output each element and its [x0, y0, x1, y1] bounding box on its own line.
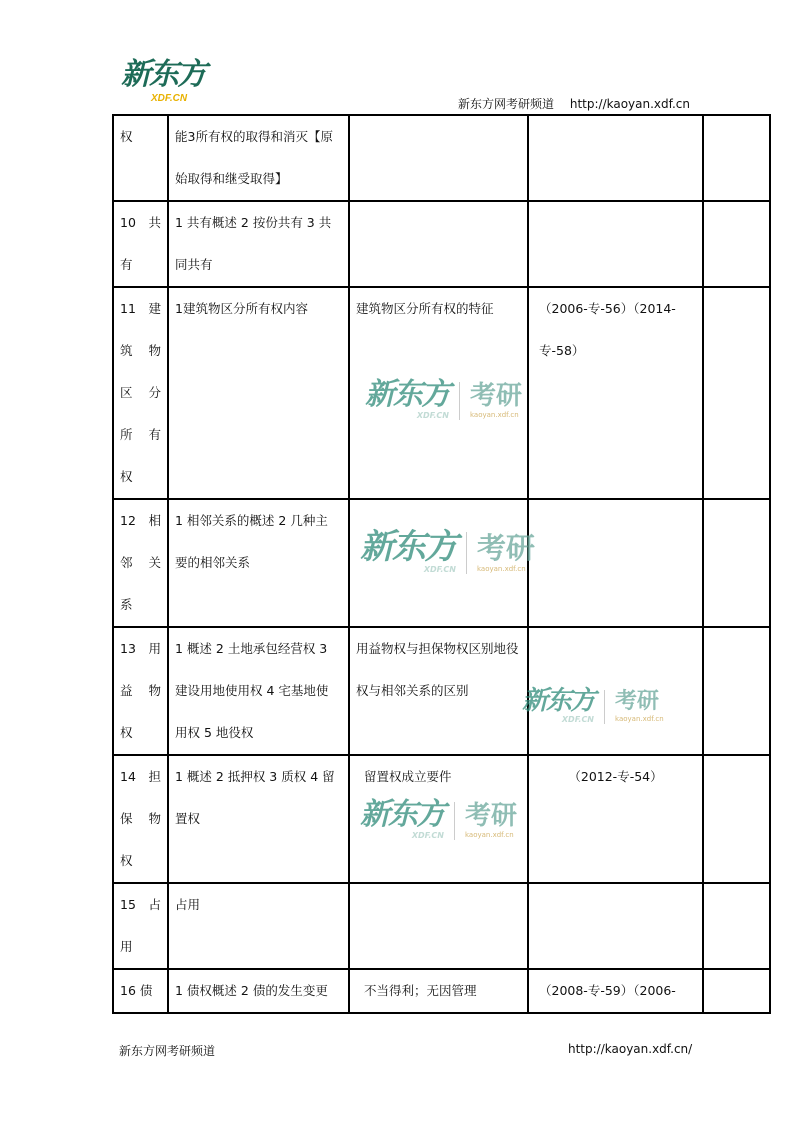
- topic-cell: [113, 499, 168, 627]
- exam-cell: [528, 499, 703, 627]
- content-cell: [168, 115, 349, 201]
- watermark-url: kaoyan.xdf.cn: [470, 411, 519, 419]
- exam-cell: （2008-专-59）（2006-: [528, 969, 703, 1013]
- header-site: 新东方网考研频道: [458, 97, 555, 111]
- watermark-kaoyan: 考研: [477, 531, 536, 565]
- topic-cell: [113, 969, 168, 1013]
- watermark-url: kaoyan.xdf.cn: [465, 831, 514, 839]
- table-row: [113, 287, 770, 499]
- content-cell: [168, 287, 349, 499]
- content-line: 用权 5 地役权: [175, 725, 254, 740]
- exam-cell: [528, 883, 703, 969]
- content-line: 1 相邻关系的概述 2 几种主: [175, 513, 328, 528]
- table-row: [113, 969, 770, 1013]
- topic-cell: [113, 201, 168, 287]
- watermark-cn: 新东方: [360, 797, 444, 832]
- footer-site: 新东方网考研频道: [119, 1044, 216, 1058]
- key-point-cell: 用益物权与担保物权区别地役权与相邻关系的区别: [349, 627, 528, 755]
- content-cell: [168, 969, 349, 1013]
- topic-line: 12 相: [120, 513, 161, 528]
- table-row: [113, 201, 770, 287]
- content-line: 1 共有概述 2 按份共有 3 共: [175, 215, 332, 230]
- topic-cell: [113, 627, 168, 755]
- logo-en: XDF.CN: [151, 93, 188, 104]
- topic-line: 权: [120, 853, 133, 868]
- content-line: 置权: [175, 811, 201, 826]
- table-row: [113, 627, 770, 755]
- table-row: [113, 499, 770, 627]
- exam-cell: （2006-专-56）（2014-专-58）: [528, 287, 703, 499]
- content-cell: [168, 201, 349, 287]
- topic-cell: [113, 115, 168, 201]
- page-header: [458, 97, 702, 111]
- topic-cell: [113, 287, 168, 499]
- key-point-cell: 不当得利；无因管理: [349, 969, 528, 1013]
- topic-line: 权: [120, 469, 133, 484]
- extra-cell: [703, 755, 770, 883]
- topic-line: 所 有: [120, 427, 161, 442]
- topic-line: 11 建: [120, 301, 161, 316]
- extra-cell: [703, 499, 770, 627]
- watermark-cn: 新东方: [360, 527, 456, 567]
- extra-cell: [703, 201, 770, 287]
- topic-line: 保 物: [120, 811, 161, 826]
- content-cell: [168, 499, 349, 627]
- content-line: 要的相邻关系: [175, 555, 251, 570]
- content-cell: [168, 883, 349, 969]
- topic-line: 邻 关: [120, 555, 161, 570]
- watermark-en: XDF.CN: [561, 715, 595, 724]
- topic-line: 13 用: [120, 641, 161, 656]
- topic-line: 14 担: [120, 769, 161, 784]
- key-point-cell: 建筑物区分所有权的特征: [349, 287, 528, 499]
- topic-line: 15 占: [120, 897, 161, 912]
- topic-line: 益 物: [120, 683, 161, 698]
- topic-line: 系: [120, 597, 133, 612]
- topic-line: 筑 物: [120, 343, 161, 358]
- header-url[interactable]: http://kaoyan.xdf.cn: [569, 97, 691, 111]
- extra-cell: [703, 287, 770, 499]
- content-line: 始取得和继受取得】: [175, 171, 288, 186]
- topic-line: 10 共: [120, 215, 161, 230]
- watermark-cn: 新东方: [522, 686, 595, 716]
- topic-line: 用: [120, 939, 133, 954]
- content-line: 能3所有权的取得和消灭【原: [175, 129, 333, 144]
- syllabus-table: [112, 114, 771, 1014]
- footer-url[interactable]: http://kaoyan.xdf.cn/: [568, 1042, 693, 1056]
- table-row: [113, 755, 770, 883]
- topic-cell: [113, 755, 168, 883]
- watermark-en: XDF.CN: [416, 411, 449, 420]
- table-row: [113, 115, 770, 201]
- exam-cell: [528, 201, 703, 287]
- watermark-en: XDF.CN: [423, 565, 456, 574]
- topic-line: 有: [120, 257, 133, 272]
- content-line: 1 债权概述 2 债的发生变更: [175, 983, 328, 998]
- content-line: 占用: [175, 897, 201, 912]
- topic-cell: [113, 883, 168, 969]
- exam-cell: [528, 627, 703, 755]
- table-row: [113, 883, 770, 969]
- xdf-logo: [121, 57, 221, 110]
- exam-cell: （2012-专-54）: [528, 755, 703, 883]
- exam-cell: [528, 115, 703, 201]
- topic-line: 权: [120, 129, 133, 144]
- key-point-cell: [349, 115, 528, 201]
- extra-cell: [703, 627, 770, 755]
- topic-line: 16 债: [120, 983, 153, 998]
- watermark-cn: 新东方: [365, 377, 449, 412]
- watermark-en: XDF.CN: [411, 831, 444, 840]
- topic-line: 权: [120, 725, 133, 740]
- key-point-cell: [349, 201, 528, 287]
- content-line: 建设用地使用权 4 宅基地使: [175, 683, 329, 698]
- watermark-url: kaoyan.xdf.cn: [615, 715, 664, 723]
- content-line: 同共有: [175, 257, 213, 272]
- extra-cell: [703, 115, 770, 201]
- key-point-cell: [349, 883, 528, 969]
- content-cell: [168, 627, 349, 755]
- content-line: 1建筑物区分所有权内容: [175, 301, 308, 316]
- topic-line: 区 分: [120, 385, 161, 400]
- key-point-cell: [349, 499, 528, 627]
- watermark-kaoyan: 考研: [470, 381, 523, 411]
- extra-cell: [703, 969, 770, 1013]
- key-point-cell: 留置权成立要件: [349, 755, 528, 883]
- watermark-kaoyan: 考研: [615, 689, 660, 714]
- logo-cn: 新东方: [121, 57, 205, 92]
- watermark-kaoyan: 考研: [465, 801, 518, 831]
- content-cell: [168, 755, 349, 883]
- extra-cell: [703, 883, 770, 969]
- content-line: 1 概述 2 土地承包经营权 3: [175, 641, 328, 656]
- watermark-url: kaoyan.xdf.cn: [477, 565, 526, 573]
- content-line: 1 概述 2 抵押权 3 质权 4 留: [175, 769, 335, 784]
